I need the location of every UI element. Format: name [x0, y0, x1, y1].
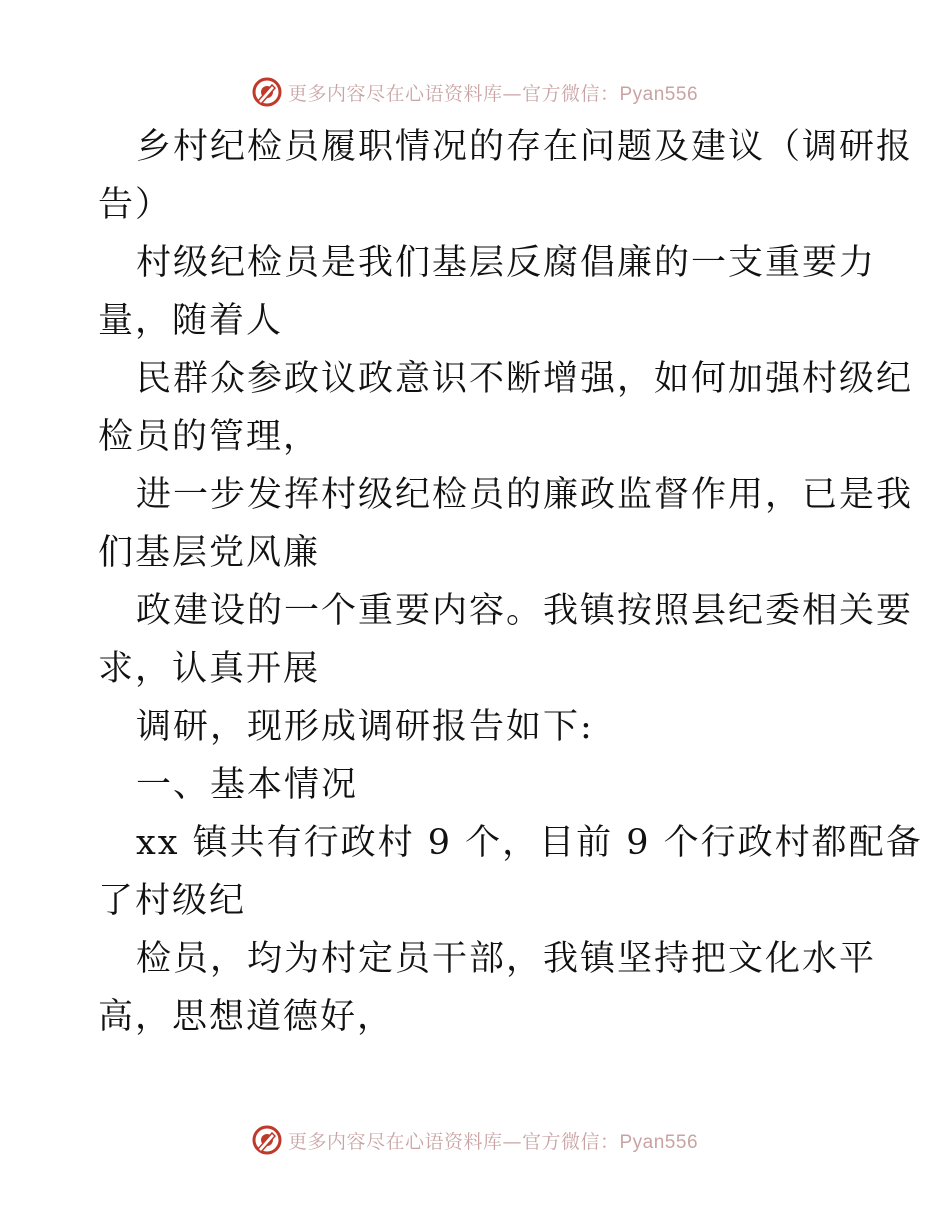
- document-line: 村级纪检员是我们基层反腐倡廉的一支重要力: [136, 243, 877, 283]
- document-line: 告）: [98, 185, 173, 225]
- header-watermark: [0, 72, 950, 112]
- document-line: 高，思想道德好，: [98, 997, 395, 1037]
- document-line: 调研，现形成调研报告如下:: [136, 707, 594, 747]
- document-line: 了村级纪: [98, 881, 247, 921]
- quill-seal-icon: [252, 77, 282, 107]
- quill-seal-icon: [252, 1125, 282, 1155]
- document-line: 政建设的一个重要内容。我镇按照县纪委相关要: [136, 591, 914, 631]
- document-line: 一、基本情况: [136, 765, 359, 805]
- watermark-text: 更多内容尽在心语资料库—官方微信：Pyan556: [287, 1130, 699, 1153]
- watermark-text: 更多内容尽在心语资料库—官方微信：Pyan556: [287, 82, 699, 105]
- document-line: 检员的管理，: [98, 417, 321, 457]
- document-line: 求，认真开展: [98, 649, 321, 689]
- document-line: 乡村纪检员履职情况的存在问题及建议（调研报: [136, 127, 914, 167]
- document-line: 量，随着人: [98, 301, 284, 341]
- document-line: xx 镇共有行政村 9 个，目前 9 个行政村都配备: [136, 823, 923, 863]
- document-line: 民群众参政议政意识不断增强，如何加强村级纪: [136, 359, 914, 399]
- document-body: [98, 118, 923, 1046]
- document-line: 们基层党风廉: [98, 533, 321, 573]
- document-line: 进一步发挥村级纪检员的廉政监督作用，已是我: [136, 475, 914, 515]
- footer-watermark: [0, 1120, 950, 1160]
- document-line: 检员，均为村定员干部，我镇坚持把文化水平: [136, 939, 877, 979]
